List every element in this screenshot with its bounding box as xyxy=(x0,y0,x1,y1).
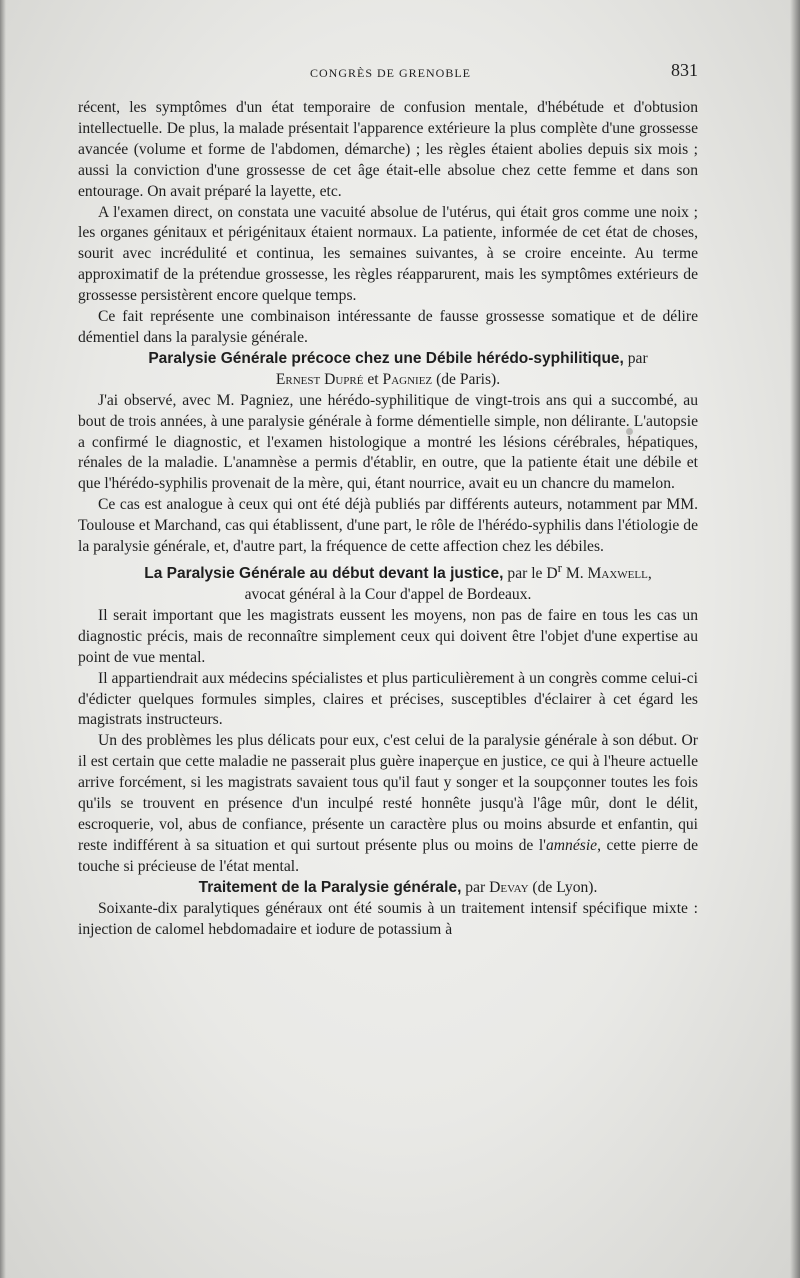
paragraph xyxy=(78,731,698,877)
author-role: avocat général à la Cour d'appel de Bordeaux. xyxy=(244,586,532,604)
author-name: Devay xyxy=(489,878,529,896)
paragraph: récent, les symptômes d'un état temporaire de confusion mentale, d'hébétude et d'obtusion intellectuelle. De plus, la malade présentait l'apparence extérieure la plus complète d'une grossesse avancée (volume et forme de l'abdomen, démarche) ; les règles étaient abolies depuis six mois ; aussi la conviction d'une grossesse de cet âge était-elle absolue chez cette femme et dans son entourage. On avait préparé la layette, etc. xyxy=(78,99,698,200)
paragraph: Soixante-dix paralytiques généraux ont été soumis à un traitement intensif spécifique mixte : injection de calomel hebdomadaire et iodure de potassium à xyxy=(78,899,698,938)
section-by: par xyxy=(465,878,486,896)
section-by: par le D xyxy=(507,565,558,583)
paragraph-text: , cette pierre de touche si précieuse de l'état mental. xyxy=(78,836,698,875)
running-title: CONGRÈS DE GRENOBLE xyxy=(310,66,472,80)
running-header xyxy=(78,62,698,86)
section-title: La Paralysie Générale au début devant la justice, xyxy=(144,565,504,583)
paragraph: A l'examen direct, on constata une vacuité absolue de l'utérus, qui était gros comme une noix ; les organes génitaux et périgénitaux étaient normaux. La patiente, informée de cet état de choses, sourit avec incrédulité et continua, les semaines suivantes, à se croire enceinte. Au terme approximatif de la prétendue grossesse, les règles réapparurent, mais les symptômes extérieurs de grossesse persistèrent encore quelque temps. xyxy=(78,203,698,305)
paragraph: J'ai observé, avec M. Pagniez, une hérédo-syphilitique de vingt-trois ans qui a succombé, au bout de trois années, à une paralysie générale à forme démentielle simple, non délirante. L'autopsie a confirmé le diagnostic, et l'examen histologique a montré les lésions cérébrales, hépatiques, rénales de la maladie. L'anamnèse a permis d'établir, en outre, que la patiente était une débile et que l'hérédo-syphilis provenait de la mère, qui, étant nourrice, avait eu un chancre du mamelon. xyxy=(78,391,698,493)
section-by: par xyxy=(627,349,648,367)
section-title: Traitement de la Paralysie générale, xyxy=(198,878,462,896)
author-conjunction: et xyxy=(367,370,379,388)
page-number: 831 xyxy=(671,60,698,80)
paragraph: Il appartiendrait aux médecins spécialistes et plus particulièrement à un congrès comme celui-ci d'édicter quelques formules simples, claires et précises, susceptibles d'éclairer à cet égard les magistrats instructeurs. xyxy=(78,669,698,729)
page-shadow-left xyxy=(0,0,6,1278)
author-name: Pagniez xyxy=(382,370,433,388)
section-title: Paralysie Générale précoce chez une Débile hérédo-syphilitique, xyxy=(148,349,624,367)
section-heading-3 xyxy=(78,878,698,899)
section-heading-2 xyxy=(78,558,698,606)
page-text xyxy=(78,98,698,940)
title-superscript: r xyxy=(557,559,562,575)
author-name: Ernest Dupré xyxy=(275,370,364,388)
paragraph: Il serait important que les magistrats eussent les moyens, non pas de faire en tous les cas un diagnostic précis, mais de reconnaître simplement ceux qui doivent être l'objet d'une expertise au point de vue mental. xyxy=(78,606,698,666)
page-shadow-right xyxy=(790,0,800,1278)
emphasis: amnésie xyxy=(546,836,598,854)
author-place: (de Lyon). xyxy=(532,878,598,896)
author-name: M. Maxwell, xyxy=(565,565,652,583)
section-heading-1 xyxy=(78,349,698,391)
paragraph: Ce fait représente une combinaison intéressante de fausse grossesse somatique et de délire démentiel dans la paralysie générale. xyxy=(78,308,698,346)
paragraph: Ce cas est analogue à ceux qui ont été déjà publiés par différents auteurs, notamment par MM. Toulouse et Marchand, cas qui établissent, d'une part, le rôle de l'hérédo-syphilis dans l'étiologie de la paralysie générale, et, d'autre part, la fréquence de cette affection chez les débiles. xyxy=(78,496,698,556)
author-place: (de Paris). xyxy=(436,370,501,388)
paragraph-text: Un des problèmes les plus délicats pour eux, c'est celui de la paralysie générale à son début. Or il est certain que cette maladie ne passerait plus guère inaperçue en justice, ce qui à l'heure actuelle arrive forcément, si les magistrats savaient tous qu'il faut y songer et la soupçonner toutes les fois qu'ils se trouvent en présence d'un inculpé resté honnête jusqu'à l'âge mûr, dont le délit, escroquerie, vol, abus de confiance, présente un caractère plus ou moins absurde et enfantin, qui reste indifférent à sa situation et qui surtout présente plus ou moins de l' xyxy=(78,732,698,854)
